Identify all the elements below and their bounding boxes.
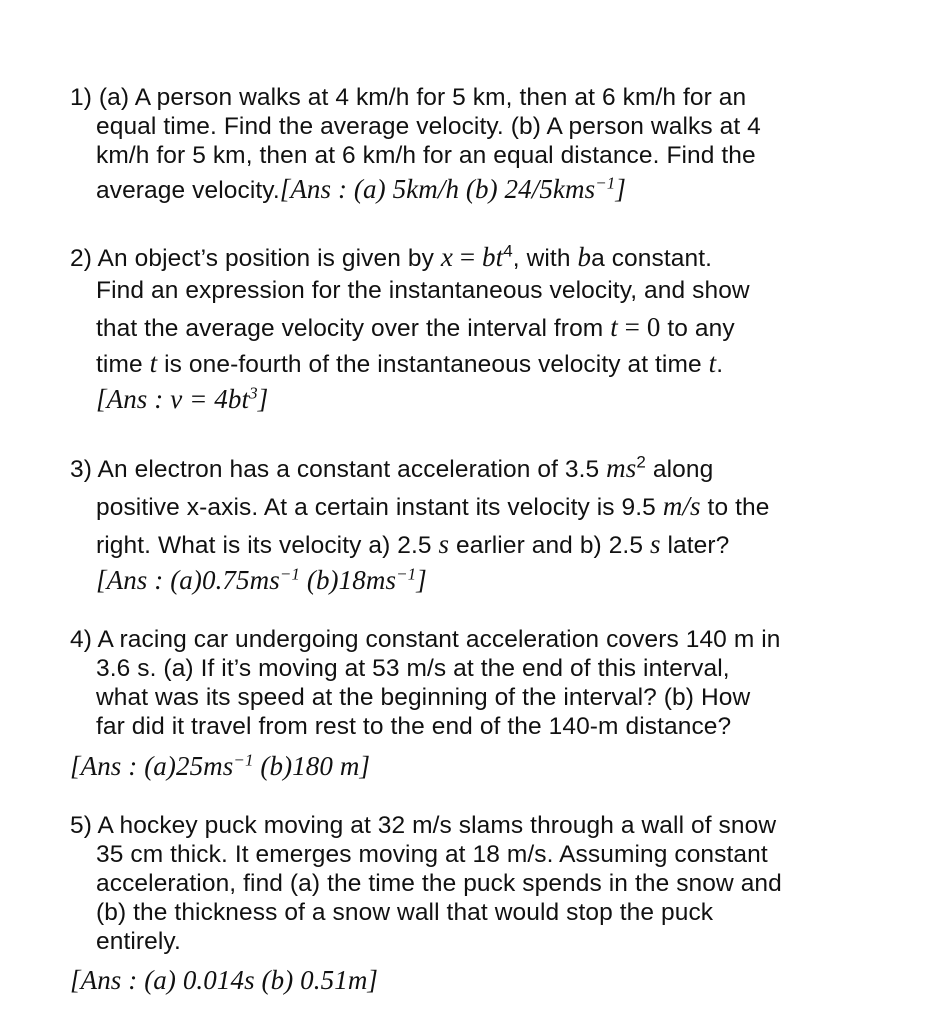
problem-1-text: average velocity. — [96, 177, 280, 204]
problem-4-line: what was its speed at the beginning of the interval? (b) How — [96, 684, 751, 711]
problem-2-line: that the average velocity over the interval from t = 0 to any — [96, 312, 735, 342]
problem-4-line: 4) A racing car undergoing constant acceleration covers 140 m in — [70, 626, 781, 653]
problem-3-line: positive x-axis. At a certain instant its velocity is 9.5 m/s to the — [96, 491, 770, 521]
problem-5-answer: [Ans : (a) 0.014s (b) 0.51m] — [70, 965, 379, 995]
problem-3-answer: [Ans : $(a)0.75ms^{-1}$ $(b)18ms^{-1}$] — [96, 564, 427, 595]
problem-1-line: km/h for 5 km, then at 6 km/h for an equal distance. Find the — [96, 142, 756, 169]
problem-2-line: 2) An object’s position is given by $x = bt^4$, with ba constant. — [70, 241, 713, 272]
problem-2-line: time t is one-fourth of the instantaneous velocity at time t. — [96, 348, 724, 378]
problem-5-line: acceleration, find (a) the time the puck spends in the snow and — [96, 870, 782, 897]
problem-3-line: 3) An electron has a constant acceleration of 3.5 $ms^2$ along — [70, 452, 714, 483]
problem-2-line: Find an expression for the instantaneous velocity, and show — [96, 277, 750, 304]
problem-3-line: right. What is its velocity a) 2.5 s earlier and b) 2.5 s later? — [96, 529, 730, 559]
problem-2-answer: [Ans : $v = 4bt^3$] — [96, 383, 269, 414]
problem-4-answer: [Ans : $(a)25ms^{-1}$ (b)180 m] — [70, 750, 371, 781]
problem-1-line-with-answer — [96, 173, 627, 204]
problem-4-line: 3.6 s. (a) If it’s moving at 53 m/s at the end of this interval, — [96, 655, 730, 682]
problem-5-line: 5) A hockey puck moving at 32 m/s slams through a wall of snow — [70, 812, 777, 839]
problem-1-answer: [Ans : (a) 5km/h (b) 24/5kms$^{-1}$] — [279, 173, 627, 204]
problem-1-line: equal time. Find the average velocity. (b) A person walks at 4 — [96, 113, 761, 140]
problem-5-line: (b) the thickness of a snow wall that would stop the puck — [96, 899, 714, 926]
problem-5-line: 35 cm thick. It emerges moving at 18 m/s. Assuming constant — [96, 841, 768, 868]
problem-5-line: entirely. — [96, 928, 181, 955]
problem-4-line: far did it travel from rest to the end of the 140-m distance? — [96, 713, 732, 740]
problem-1-line: 1) (a) A person walks at 4 km/h for 5 km, then at 6 km/h for an — [70, 84, 747, 111]
